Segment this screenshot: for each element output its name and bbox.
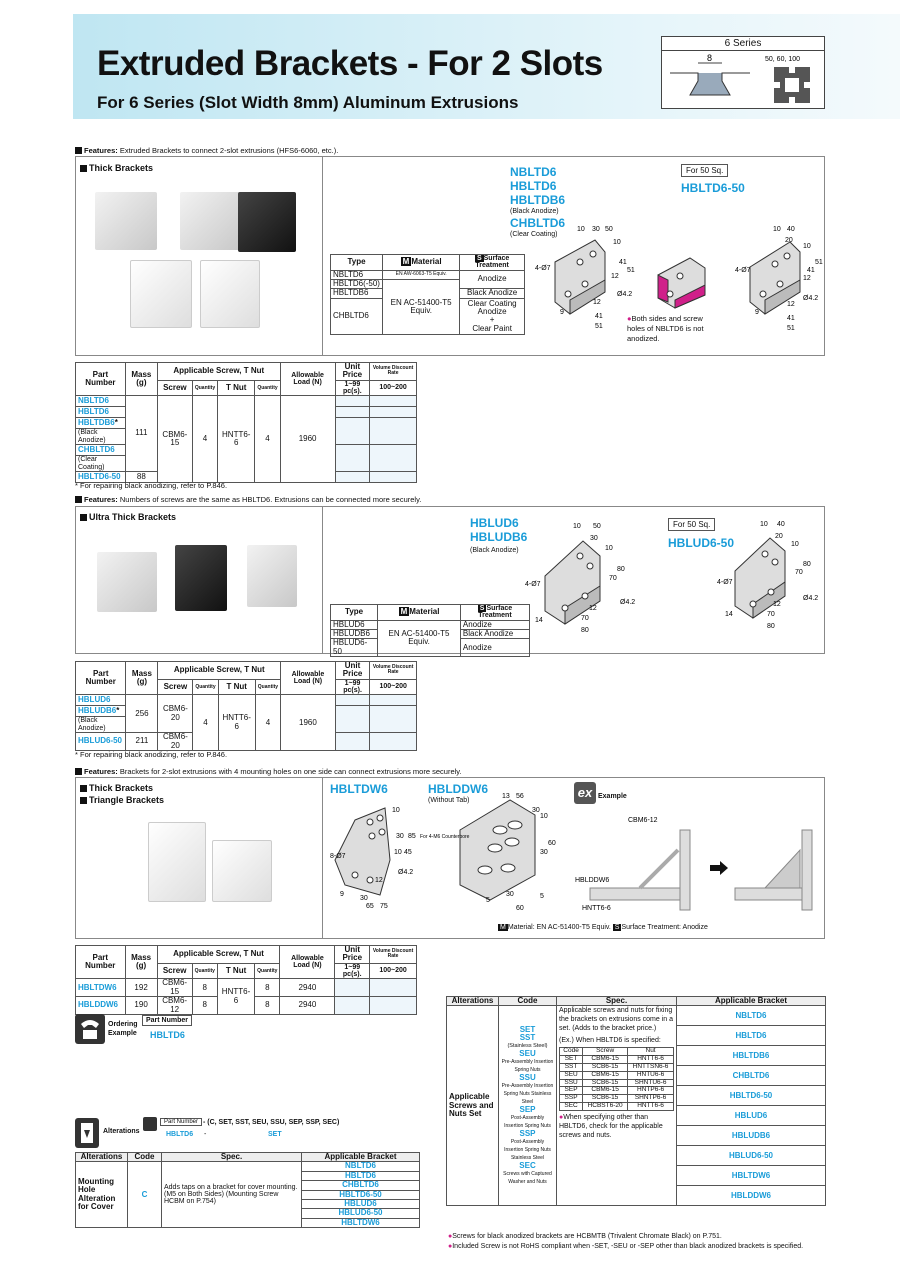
alterations-label: Alterations bbox=[103, 1128, 140, 1135]
svg-text:80: 80 bbox=[617, 566, 625, 573]
for-50-label: For 50 Sq. bbox=[681, 164, 728, 177]
alt-ex-code: SET bbox=[268, 1131, 282, 1138]
sec1-names: NBLTD6 HBLTD6 HBLTDB6 (Black Anodize) CHBLTD6 (Clear Coating) bbox=[510, 165, 566, 238]
photo-nbltd6 bbox=[95, 192, 157, 250]
svg-text:51: 51 bbox=[627, 267, 635, 274]
alt-ex-part: HBLTD6 bbox=[166, 1131, 194, 1138]
photo-chbltd6-a bbox=[130, 260, 192, 328]
svg-text:41: 41 bbox=[619, 259, 627, 266]
sec1-footnote: * For repairing black anodizing, refer to P.846. bbox=[75, 481, 228, 490]
svg-text:51: 51 bbox=[595, 323, 603, 330]
photo-title-triangle: Thick Brackets Triangle Brackets bbox=[80, 782, 164, 806]
size-list: 50, 60, 100 bbox=[765, 56, 801, 63]
svg-text:85: 85 bbox=[408, 833, 416, 840]
svg-text:HNTT6-6: HNTT6-6 bbox=[582, 905, 611, 912]
note-not-anodized: ●Both sides and screw holes of NBLTD6 is not anodized. bbox=[627, 314, 704, 343]
photo-title-thick: Thick Brackets bbox=[80, 163, 153, 173]
svg-text:HBLDDW6: HBLDDW6 bbox=[575, 877, 610, 884]
svg-text:65: 65 bbox=[366, 903, 374, 910]
svg-text:5: 5 bbox=[486, 897, 490, 904]
phone-icon bbox=[143, 1117, 157, 1131]
svg-text:30: 30 bbox=[590, 535, 598, 542]
svg-text:4-Ø7: 4-Ø7 bbox=[525, 581, 541, 588]
sec2-names: HBLUD6 HBLUDB6 (Black Anodize) bbox=[470, 516, 528, 554]
page-title: Extruded Brackets - For 2 Slots bbox=[97, 44, 603, 83]
svg-text:75: 75 bbox=[380, 903, 388, 910]
svg-text:40: 40 bbox=[777, 521, 785, 528]
alt-small-table: Alterations Code Spec. Applicable Bracket Mounting Hole Alteration for Cover C Adds taps on a bracket for cover mounting. (M5 on Both Sides) (Mounting Screw HCBM on P.754) NBLTD6 HBLTD6 CHBLTD6 HBLTD6-50 HBLUD6 HBLUD6-50 HBLTDW6 bbox=[75, 1152, 420, 1228]
svg-text:10: 10 bbox=[540, 813, 548, 820]
svg-text:10: 10 bbox=[605, 545, 613, 552]
photo-hbltdw6 bbox=[148, 822, 206, 902]
svg-text:13: 13 bbox=[502, 793, 510, 800]
drawing-hblddw6 bbox=[420, 790, 560, 912]
svg-text:12: 12 bbox=[375, 877, 383, 884]
series-diagram bbox=[661, 36, 825, 109]
svg-text:10: 10 bbox=[613, 239, 621, 246]
svg-text:10: 10 bbox=[394, 849, 402, 856]
drawing-hblud6 bbox=[525, 516, 645, 636]
alt-big-notes: ●Screws for black anodized brackets are HCBMTB (Trivalent Chromate Black) on P.751. ●Included Screw is not RoHS compliant when -SET, -SEU or -SEP other than black anodized brackets is specified. bbox=[448, 1233, 804, 1250]
svg-text:60: 60 bbox=[516, 905, 524, 912]
name-hbltdw6: HBLTDW6 bbox=[330, 782, 388, 796]
svg-text:56: 56 bbox=[516, 793, 524, 800]
sec1-material-table: Type M Material S Surface Treatment NBLTD6 EN AW-6063-T5 Equiv. Anodize HBLTD6(-50) EN AC-51400-T5 Equiv. HBLTDB6 Black Anodize CHBLTD6 Clear Coating Anodize + Clear Paint bbox=[330, 254, 525, 335]
example-label: Example bbox=[598, 793, 627, 800]
photo-hblud6-50 bbox=[247, 545, 297, 607]
name-hblddw6: HBLDDW6 bbox=[428, 782, 488, 796]
photo-hblud6 bbox=[97, 552, 157, 612]
svg-text:9: 9 bbox=[340, 891, 344, 898]
svg-text:12: 12 bbox=[773, 601, 781, 608]
svg-text:4-Ø7: 4-Ø7 bbox=[735, 267, 751, 274]
example-badge: ex bbox=[574, 782, 596, 804]
name-hblud6-50: HBLUD6-50 bbox=[668, 536, 735, 550]
sec2-part-table: Part Number Mass (g) Applicable Screw, T Nut Allowable Load (N) Unit Price Volume Discount Rate Screw Quantity T Nut Quantity 1~99 pc(s). 100~200 HBLUD6 256 CBM6-20 4 HNTT6- 6 4 1960 HBLUDB6* (Black Anodize) HBLUD6-50 211 CBM6-20 bbox=[75, 661, 417, 751]
ordering-icon bbox=[75, 1014, 105, 1044]
svg-text:10: 10 bbox=[577, 226, 585, 233]
svg-text:10: 10 bbox=[791, 541, 799, 548]
svg-text:30: 30 bbox=[532, 807, 540, 814]
svg-text:60: 60 bbox=[548, 840, 556, 847]
svg-text:51: 51 bbox=[815, 259, 823, 266]
svg-text:12: 12 bbox=[787, 301, 795, 308]
svg-text:80: 80 bbox=[581, 627, 589, 634]
svg-text:4-Ø7: 4-Ø7 bbox=[717, 579, 733, 586]
svg-text:70: 70 bbox=[609, 575, 617, 582]
svg-text:30: 30 bbox=[396, 833, 404, 840]
material-note: M Material: EN AC-51400-T5 Equiv. S Surface Treatment: Anodize bbox=[500, 924, 708, 931]
alt-ex-dash: - bbox=[204, 1131, 207, 1138]
svg-text:5: 5 bbox=[540, 893, 544, 900]
svg-text:Ø4.2: Ø4.2 bbox=[803, 295, 819, 302]
svg-text:14: 14 bbox=[535, 617, 543, 624]
svg-text:41: 41 bbox=[787, 315, 795, 322]
svg-text:30: 30 bbox=[592, 226, 600, 233]
svg-text:12: 12 bbox=[589, 605, 597, 612]
sec2-footnote: * For repairing black anodizing, refer to P.846. bbox=[75, 750, 228, 759]
svg-text:30: 30 bbox=[506, 891, 514, 898]
svg-text:10: 10 bbox=[760, 521, 768, 528]
page-subtitle: For 6 Series (Slot Width 8mm) Aluminum Extrusions bbox=[97, 93, 519, 112]
svg-text:12: 12 bbox=[803, 275, 811, 282]
svg-text:4-Ø7: 4-Ø7 bbox=[535, 265, 551, 272]
svg-text:8-Ø7: 8-Ø7 bbox=[330, 853, 346, 860]
svg-text:20: 20 bbox=[785, 237, 793, 244]
drawing-hbltd6 bbox=[535, 222, 635, 337]
svg-text:20: 20 bbox=[775, 533, 783, 540]
name-hbltd6-50: HBLTD6-50 bbox=[681, 181, 745, 195]
svg-text:12: 12 bbox=[611, 273, 619, 280]
svg-text:30: 30 bbox=[360, 895, 368, 902]
sec1-part-table: Part Number Mass (g) Applicable Screw, T Nut Allowable Load (N) Unit Price Volume Discount Rate Screw Quantity T Nut Quantity 1~99 pc(s). 100~200 NBLTD6 111 CBM6-15 4 HNTT6- 6 4 1960 HBLTD6 HBLTDB6* (Black Anodize) CHBLTD6 (Clear Coating) HBLTD6-50 88 bbox=[75, 362, 417, 483]
slot-profile-icon bbox=[662, 51, 824, 109]
svg-text:For 4-M6 Counterbore: For 4-M6 Counterbore bbox=[420, 834, 470, 840]
alt-codes-list: - (C, SET, SST, SEU, SSU, SEP, SSP, SEC) bbox=[203, 1119, 340, 1126]
drawing-hbltdw6 bbox=[330, 800, 430, 912]
features-line-2: Features: Numbers of screws are the same as HBLTD6. Extrusions can be connected more securely. bbox=[75, 495, 421, 504]
example-illustration bbox=[570, 810, 825, 920]
photo-hbltd6 bbox=[180, 192, 242, 250]
svg-text:Ø4.2: Ø4.2 bbox=[617, 291, 633, 298]
svg-text:50: 50 bbox=[605, 226, 613, 233]
svg-text:30: 30 bbox=[540, 849, 548, 856]
svg-text:70: 70 bbox=[767, 611, 775, 618]
svg-text:70: 70 bbox=[581, 615, 589, 622]
svg-text:CBM6-12: CBM6-12 bbox=[628, 817, 658, 824]
svg-text:70: 70 bbox=[795, 569, 803, 576]
svg-text:51: 51 bbox=[787, 325, 795, 332]
svg-text:50: 50 bbox=[593, 523, 601, 530]
without-tab: (Without Tab) bbox=[428, 797, 470, 804]
svg-text:41: 41 bbox=[595, 313, 603, 320]
sec2-material-table: Type M Material S Surface Treatment HBLUD6 EN AC-51400-T5 Equiv. Anodize HBLUDB6 Black Anodize HBLUD6-50 Anodize bbox=[330, 604, 530, 657]
drawing-nbltd6-pink bbox=[650, 250, 720, 310]
svg-text:9: 9 bbox=[560, 309, 564, 316]
svg-text:10: 10 bbox=[773, 226, 781, 233]
alterations-icon bbox=[75, 1118, 99, 1148]
ordering-value: HBLTD6 bbox=[150, 1030, 185, 1040]
svg-text:80: 80 bbox=[767, 623, 775, 630]
svg-text:41: 41 bbox=[807, 267, 815, 274]
svg-text:10: 10 bbox=[573, 523, 581, 530]
alt-part-header: Part Number bbox=[160, 1118, 202, 1126]
photo-hbltdb6 bbox=[238, 192, 296, 252]
svg-text:10: 10 bbox=[803, 243, 811, 250]
svg-text:80: 80 bbox=[803, 561, 811, 568]
svg-text:45: 45 bbox=[404, 849, 412, 856]
photo-hblddw6 bbox=[212, 840, 272, 902]
svg-text:10: 10 bbox=[392, 807, 400, 814]
drawing-hblud6-50 bbox=[715, 516, 825, 636]
features-line-1: Features: Extruded Brackets to connect 2-slot extrusions (HFS6-6060, etc.). bbox=[75, 146, 338, 155]
sec3-part-table: Part Number Mass (g) Applicable Screw, T Nut Allowable Load (N) Unit Price Volume Discount Rate Screw Quantity T Nut Quantity 1~99 pc(s). 100~200 HBLTDW6 192 CBM6-15 8 HNTT6- 6 8 2940 HBLDDW6 190 CBM6-12 8 8 2940 bbox=[75, 945, 417, 1015]
drawing-hbltd6-50 bbox=[735, 222, 825, 337]
svg-text:9: 9 bbox=[755, 309, 759, 316]
ordering-part-header: Part Number bbox=[142, 1015, 192, 1026]
photo-title-ultra: Ultra Thick Brackets bbox=[80, 512, 176, 522]
svg-text:Ø4.2: Ø4.2 bbox=[803, 595, 819, 602]
alt-big-table: Alterations Code Spec. Applicable Bracket Applicable Screws and Nuts Set SET SST (Stainless Steel) SEU Pre-Assembly Insertion Spring Nuts SSU Pre-Assembly Insertion Spring Nuts Stainless Steel SEP Post-Assembly Insertion Spring Nuts SSP Post-Assembly Insertion Spring Nuts Stainless Steel SEC Screws with Captured Washer and Nuts Applicable screws and nuts for fixing the brackets on extrusions come in a set. (Adds to the bracket price.) (Ex.) When HBLTD6 is specified: Code Screw Nut SET CBM6-15 HNTT6-6 SST SCB6-15 HNTTSN6-6 SEU CBM6-15 HNTU6-6 SSU SCB6-15 SHNTU6-6 SEP CBM6-15 HNTP6-6 SSP SCB6-15 SHNTP6-6 SEC HCBST6-20 HNTT6-6 ●When specifying other than HBLTD6, check for the applicable screws and nuts. NBLTD6 HBLTD6 HBLTDB6 CHBLTD6 HBLTD6-50 HBLUD6 HBLUDB6 HBLUD6-50 HBLTDW6 HBLDDW6 bbox=[446, 996, 826, 1206]
for-50-label-2: For 50 Sq. bbox=[668, 518, 715, 531]
photo-hbludb6 bbox=[175, 545, 227, 611]
svg-text:40: 40 bbox=[787, 226, 795, 233]
svg-text:12: 12 bbox=[593, 299, 601, 306]
svg-text:Ø4.2: Ø4.2 bbox=[398, 869, 414, 876]
ordering-label: Ordering Example bbox=[108, 1021, 138, 1037]
series-label: 6 Series bbox=[662, 38, 824, 51]
slot-dim: 8 bbox=[707, 53, 713, 63]
features-line-3: Features: Brackets for 2-slot extrusions with 4 mounting holes on one side can connect extrusions more securely. bbox=[75, 767, 462, 776]
svg-text:Ø4.2: Ø4.2 bbox=[620, 599, 636, 606]
photo-chbltd6-b bbox=[200, 260, 260, 328]
svg-text:14: 14 bbox=[725, 611, 733, 618]
